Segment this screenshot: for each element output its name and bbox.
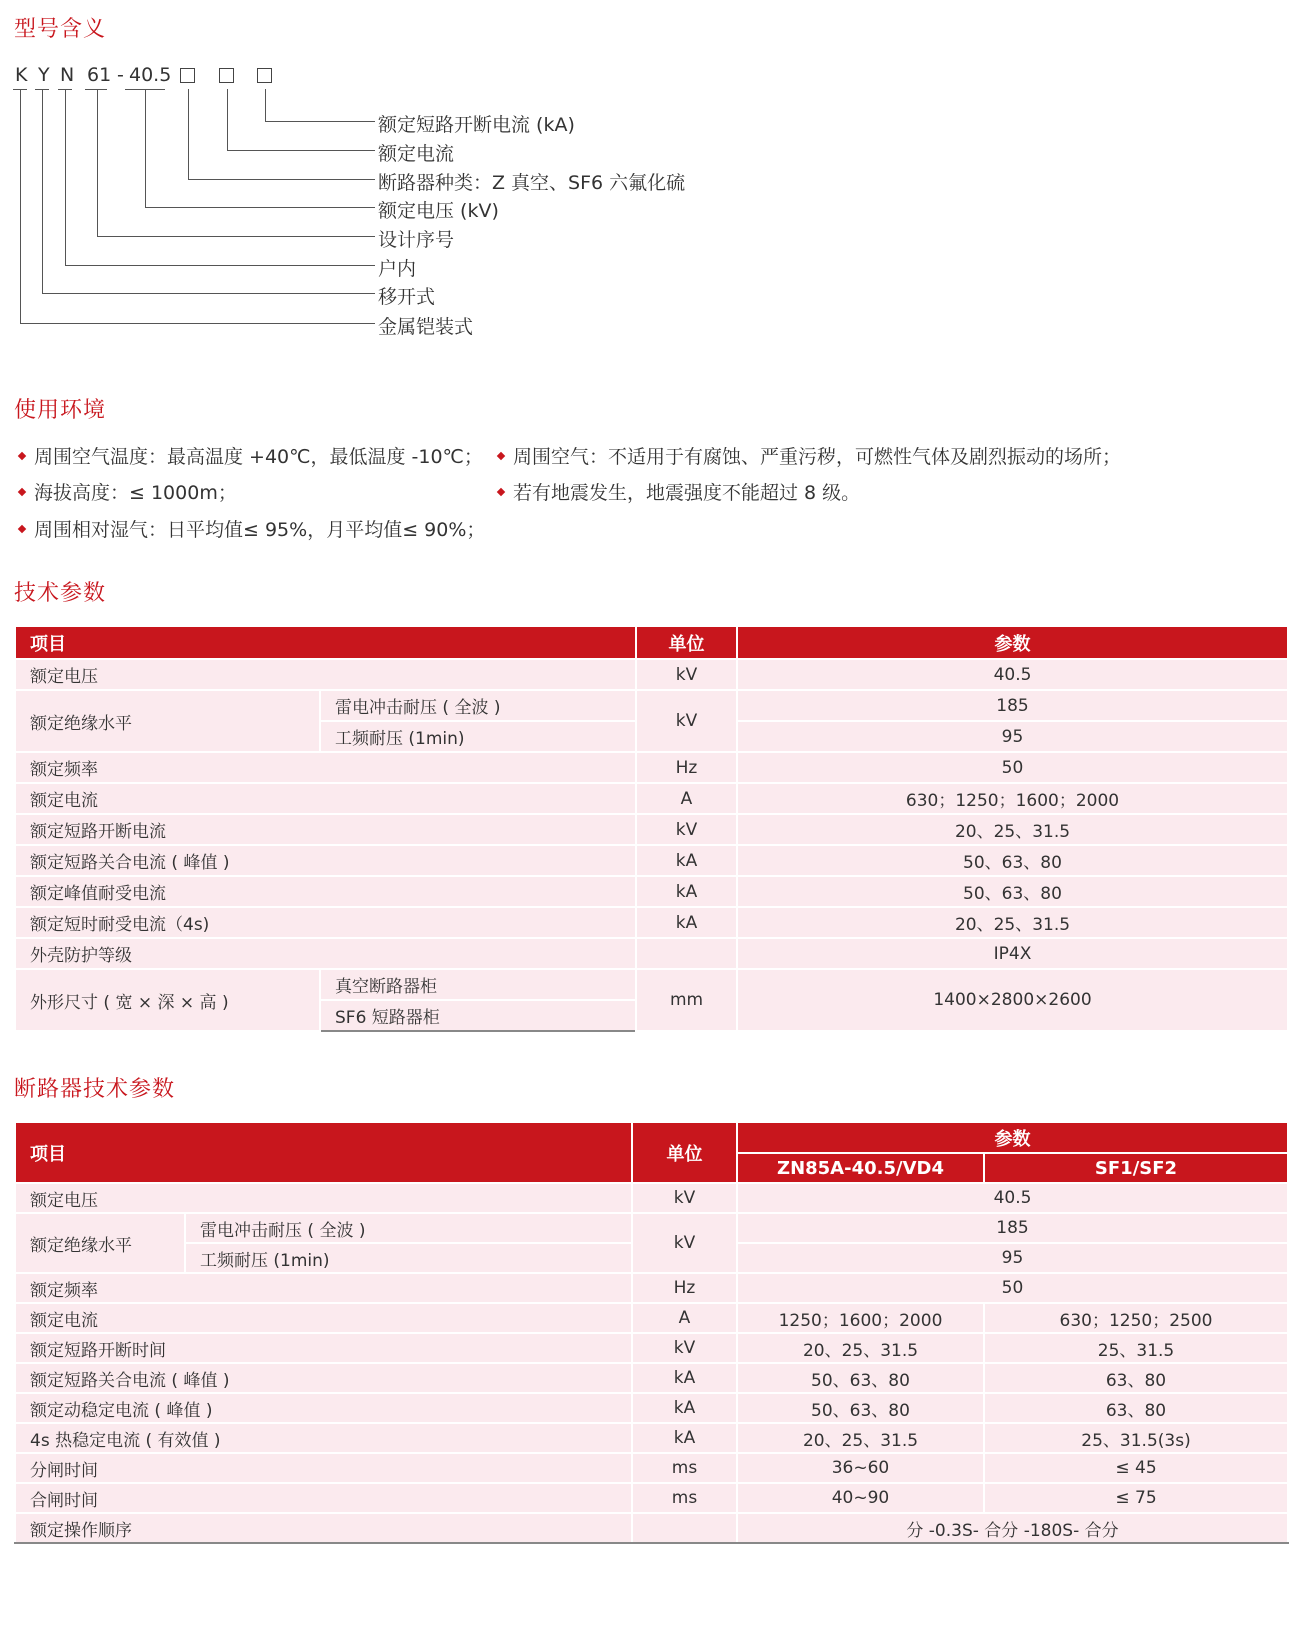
underline-61 bbox=[85, 89, 107, 90]
cell-value-zn85a: 50、63、80 bbox=[737, 1393, 984, 1423]
cell-item: 额定短路关合电流 ( 峰值 ) bbox=[15, 1363, 632, 1393]
cell-value: 185 bbox=[737, 690, 1288, 721]
cell-unit: A bbox=[632, 1303, 737, 1333]
connector-h-2 bbox=[227, 150, 375, 151]
cell-unit: kA bbox=[632, 1423, 737, 1453]
placeholder-box-breaking-current bbox=[257, 68, 272, 83]
cell-unit: kA bbox=[636, 845, 737, 876]
table-row bbox=[15, 752, 1288, 783]
bullet-diamond-icon bbox=[18, 525, 26, 533]
table-row bbox=[15, 1393, 1288, 1423]
cell-value: 630；1250；1600；2000 bbox=[737, 783, 1288, 814]
cell-item: 4s 热稳定电流 ( 有效值 ) bbox=[15, 1423, 632, 1453]
cell-unit: Hz bbox=[632, 1273, 737, 1303]
cell-value: 50、63、80 bbox=[737, 876, 1288, 907]
cell-value: 185 bbox=[737, 1213, 1288, 1243]
cell-value-sf: ≤ 75 bbox=[984, 1483, 1288, 1513]
cell-value-sf: 63、80 bbox=[984, 1393, 1288, 1423]
table-row bbox=[15, 1483, 1288, 1513]
table-header-row bbox=[15, 1122, 1288, 1153]
cell-unit bbox=[632, 1513, 737, 1543]
connector-h-8 bbox=[20, 323, 375, 324]
env-text: 海拔高度：≤ 1000m； bbox=[34, 482, 237, 504]
table-row bbox=[15, 814, 1288, 845]
cell-item: 额定短路关合电流 ( 峰值 ) bbox=[15, 845, 636, 876]
section-title-breaker-params: 断路器技术参数 bbox=[14, 1077, 176, 1102]
connector-h-7 bbox=[42, 293, 375, 294]
cell-value-sf: ≤ 45 bbox=[984, 1453, 1288, 1483]
cell-value-zn85a: 20、25、31.5 bbox=[737, 1423, 984, 1453]
table-row bbox=[15, 938, 1288, 969]
cell-unit: kV bbox=[632, 1213, 737, 1273]
cell-value: 50 bbox=[737, 1273, 1288, 1303]
table-row bbox=[15, 1273, 1288, 1303]
meaning-breaker-type: 断路器种类：Z 真空、SF6 六氟化硫 bbox=[378, 172, 686, 194]
connector-v-3 bbox=[188, 89, 189, 179]
tech-params-table bbox=[14, 625, 1289, 1032]
cell-value: 95 bbox=[737, 721, 1288, 752]
placeholder-box-rated-current bbox=[219, 68, 234, 83]
cell-item: 额定短时耐受电流（4s) bbox=[15, 907, 636, 938]
bullet-diamond-icon bbox=[497, 452, 505, 460]
table-row bbox=[15, 1513, 1288, 1543]
code-char-dash: - bbox=[117, 64, 124, 86]
header-unit: 单位 bbox=[632, 1122, 737, 1183]
table-header-row bbox=[15, 626, 1288, 659]
code-char-y: Y bbox=[38, 64, 50, 86]
cell-item: 外壳防护等级 bbox=[15, 938, 636, 969]
table-row bbox=[15, 690, 1288, 721]
cell-item: 外形尺寸 ( 宽 × 深 × 高 ) bbox=[15, 969, 320, 1031]
connector-v-4 bbox=[145, 89, 146, 207]
cell-item: 额定电压 bbox=[15, 1183, 632, 1213]
table-row bbox=[15, 1423, 1288, 1453]
table-row bbox=[15, 876, 1288, 907]
bullet-diamond-icon bbox=[497, 488, 505, 496]
meaning-breaking-current: 额定短路开断电流 (kA) bbox=[378, 114, 575, 136]
cell-value-sf: 630；1250；2500 bbox=[984, 1303, 1288, 1333]
connector-h-5 bbox=[97, 236, 375, 237]
meaning-metal-clad: 金属铠装式 bbox=[378, 316, 474, 338]
cell-item: 额定电压 bbox=[15, 659, 636, 690]
table-row bbox=[15, 1333, 1288, 1363]
table-row bbox=[15, 783, 1288, 814]
env-text: 周围相对湿气：日平均值≤ 95%，月平均值≤ 90%； bbox=[34, 519, 486, 541]
cell-unit: kA bbox=[636, 876, 737, 907]
cell-value-sf: 25、31.5(3s) bbox=[984, 1423, 1288, 1453]
table-row bbox=[15, 969, 1288, 1000]
breaker-params-table bbox=[14, 1121, 1289, 1544]
cell-item: 额定绝缘水平 bbox=[15, 1213, 185, 1273]
cell-item: 额定频率 bbox=[15, 1273, 632, 1303]
table-row bbox=[15, 1183, 1288, 1213]
connector-v-7 bbox=[42, 89, 43, 293]
env-text: 若有地震发生，地震强度不能超过 8 级。 bbox=[513, 482, 861, 504]
cell-item: 额定操作顺序 bbox=[15, 1513, 632, 1543]
cell-item: 额定动稳定电流 ( 峰值 ) bbox=[15, 1393, 632, 1423]
env-item-ambient-air bbox=[493, 442, 1121, 469]
cell-value: 1400×2800×2600 bbox=[737, 969, 1288, 1031]
cell-subitem: SF6 短路器柜 bbox=[320, 1000, 636, 1031]
connector-v-8 bbox=[20, 89, 21, 323]
table-row bbox=[15, 1213, 1288, 1243]
table-row bbox=[15, 907, 1288, 938]
env-item-temperature bbox=[14, 442, 483, 469]
meaning-indoor: 户内 bbox=[378, 258, 417, 280]
cell-subitem: 雷电冲击耐压 ( 全波 ) bbox=[185, 1213, 632, 1243]
cell-item: 额定峰值耐受电流 bbox=[15, 876, 636, 907]
cell-value: IP4X bbox=[737, 938, 1288, 969]
connector-h-3 bbox=[188, 179, 375, 180]
bullet-diamond-icon bbox=[18, 488, 26, 496]
header-unit: 单位 bbox=[636, 626, 737, 659]
cell-subitem: 工频耐压 (1min) bbox=[185, 1243, 632, 1273]
cell-value: 50 bbox=[737, 752, 1288, 783]
placeholder-box-breaker-type bbox=[180, 68, 195, 83]
table-row bbox=[15, 1363, 1288, 1393]
cell-unit: A bbox=[636, 783, 737, 814]
cell-item: 额定短路开断时间 bbox=[15, 1333, 632, 1363]
cell-item: 额定短路开断电流 bbox=[15, 814, 636, 845]
cell-item: 额定电流 bbox=[15, 783, 636, 814]
cell-value-sf: 25、31.5 bbox=[984, 1333, 1288, 1363]
header-item: 项目 bbox=[15, 626, 636, 659]
cell-unit: kA bbox=[632, 1363, 737, 1393]
bullet-diamond-icon bbox=[18, 452, 26, 460]
cell-unit: kV bbox=[636, 659, 737, 690]
cell-value: 95 bbox=[737, 1243, 1288, 1273]
cell-unit: mm bbox=[636, 969, 737, 1031]
cell-value-sf: 63、80 bbox=[984, 1363, 1288, 1393]
cell-item: 分闸时间 bbox=[15, 1453, 632, 1483]
connector-v-5 bbox=[97, 89, 98, 236]
cell-value-zn85a: 1250；1600；2000 bbox=[737, 1303, 984, 1333]
code-char-61: 61 bbox=[87, 64, 112, 86]
meaning-withdrawable: 移开式 bbox=[378, 286, 436, 308]
code-char-voltage: 40.5 bbox=[129, 64, 172, 86]
meaning-rated-voltage: 额定电压 (kV) bbox=[378, 200, 499, 222]
header-model-zn85a: ZN85A-40.5/VD4 bbox=[737, 1153, 984, 1183]
cell-unit: Hz bbox=[636, 752, 737, 783]
cell-subitem: 真空断路器柜 bbox=[320, 969, 636, 1000]
cell-unit: kV bbox=[636, 690, 737, 752]
cell-value-zn85a: 20、25、31.5 bbox=[737, 1333, 984, 1363]
code-char-n: N bbox=[60, 64, 75, 86]
connector-v-6 bbox=[65, 89, 66, 265]
cell-unit: kA bbox=[636, 907, 737, 938]
cell-unit: kV bbox=[632, 1333, 737, 1363]
table-row bbox=[15, 1453, 1288, 1483]
connector-h-4 bbox=[145, 207, 375, 208]
env-text: 周围空气温度：最高温度 +40℃，最低温度 -10℃； bbox=[34, 446, 483, 468]
cell-value: 50、63、80 bbox=[737, 845, 1288, 876]
section-title-tech-params: 技术参数 bbox=[14, 581, 107, 606]
table-row bbox=[15, 1303, 1288, 1333]
cell-subitem: 雷电冲击耐压 ( 全波 ) bbox=[320, 690, 636, 721]
code-char-k: K bbox=[15, 64, 28, 86]
cell-unit: kA bbox=[632, 1393, 737, 1423]
cell-unit: ms bbox=[632, 1453, 737, 1483]
cell-value: 20、25、31.5 bbox=[737, 814, 1288, 845]
env-text: 周围空气：不适用于有腐蚀、严重污秽，可燃性气体及剧烈振动的场所； bbox=[513, 446, 1122, 468]
cell-item: 额定频率 bbox=[15, 752, 636, 783]
connector-v-2 bbox=[227, 89, 228, 150]
table-row bbox=[15, 845, 1288, 876]
cell-value-zn85a: 50、63、80 bbox=[737, 1363, 984, 1393]
cell-value: 分 -0.3S- 合分 -180S- 合分 bbox=[737, 1513, 1288, 1543]
connector-v-1 bbox=[265, 89, 266, 121]
model-code-diagram bbox=[0, 0, 760, 350]
cell-unit: kV bbox=[636, 814, 737, 845]
cell-subitem: 工频耐压 (1min) bbox=[320, 721, 636, 752]
cell-value: 40.5 bbox=[737, 1183, 1288, 1213]
cell-value-zn85a: 36~60 bbox=[737, 1453, 984, 1483]
cell-item: 额定绝缘水平 bbox=[15, 690, 320, 752]
cell-unit: kV bbox=[632, 1183, 737, 1213]
meaning-rated-current: 额定电流 bbox=[378, 143, 455, 165]
section-title-environment: 使用环境 bbox=[14, 398, 107, 423]
header-param: 参数 bbox=[737, 626, 1288, 659]
cell-value: 20、25、31.5 bbox=[737, 907, 1288, 938]
connector-h-1 bbox=[265, 121, 375, 122]
header-model-sf: SF1/SF2 bbox=[984, 1153, 1288, 1183]
env-item-altitude bbox=[14, 478, 237, 505]
connector-h-6 bbox=[65, 265, 375, 266]
cell-unit: ms bbox=[632, 1483, 737, 1513]
cell-item: 额定电流 bbox=[15, 1303, 632, 1333]
header-param: 参数 bbox=[737, 1122, 1288, 1153]
meaning-design-serial: 设计序号 bbox=[378, 229, 455, 251]
cell-value-zn85a: 40~90 bbox=[737, 1483, 984, 1513]
table-row bbox=[15, 659, 1288, 690]
header-item: 项目 bbox=[15, 1122, 632, 1183]
cell-item: 合闸时间 bbox=[15, 1483, 632, 1513]
cell-unit bbox=[636, 938, 737, 969]
cell-value: 40.5 bbox=[737, 659, 1288, 690]
env-item-humidity bbox=[14, 515, 485, 542]
env-item-earthquake bbox=[493, 478, 860, 505]
section-title-model-meaning: 型号含义 bbox=[14, 17, 107, 42]
